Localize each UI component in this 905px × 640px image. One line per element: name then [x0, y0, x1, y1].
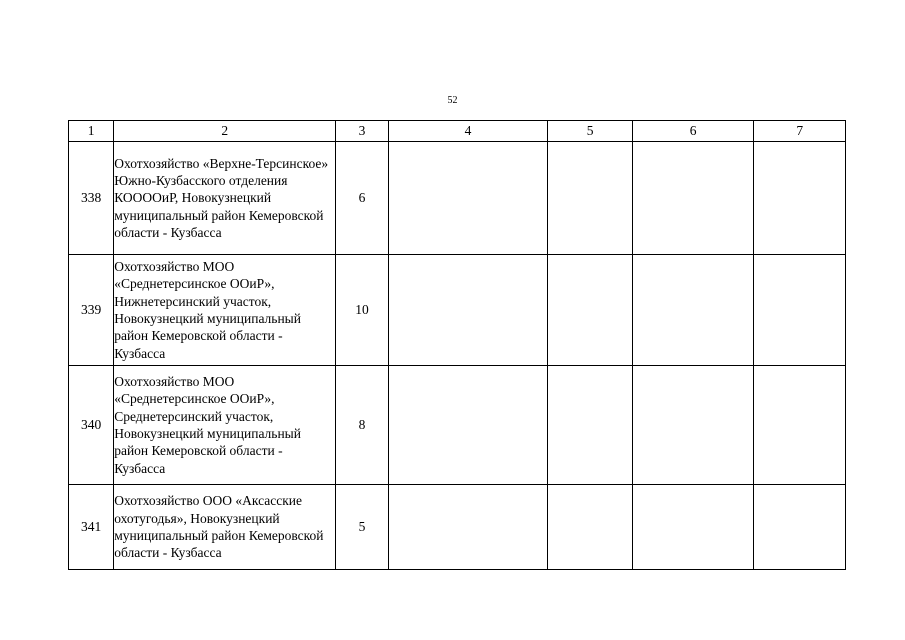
page-number: 52: [447, 95, 458, 106]
header-cell-4: 4: [388, 121, 548, 142]
cell-col-6: [632, 255, 754, 366]
header-cell-7: 7: [754, 121, 846, 142]
hunting-ground-name: Охотхозяйство МОО «Среднетерсинское ООиР», Среднетерсинский участок, Новокузнецкий муниципальный район Кемеровской области - Кузбасса: [114, 366, 336, 485]
table-row: [69, 142, 846, 255]
cell-col-4: [388, 366, 548, 485]
header-cell-5: 5: [548, 121, 632, 142]
row-value: 6: [336, 142, 388, 255]
data-table: [68, 120, 846, 570]
hunting-ground-name: Охотхозяйство «Верхне-Терсинское» Южно-Кузбасского отделения КООООиР, Новокузнецкий муниципальный район Кемеровской области - Кузбасса: [114, 142, 336, 255]
cell-col-6: [632, 142, 754, 255]
table-row: [69, 366, 846, 485]
cell-col-5: [548, 255, 632, 366]
row-number: 339: [69, 255, 114, 366]
table-row: [69, 255, 846, 366]
cell-col-5: [548, 142, 632, 255]
cell-col-4: [388, 255, 548, 366]
row-value: 8: [336, 366, 388, 485]
header-cell-6: 6: [632, 121, 754, 142]
hunting-ground-name: Охотхозяйство МОО «Среднетерсинское ООиР», Нижнетерсинский участок, Новокузнецкий муниципальный район Кемеровской области - Кузбасса: [114, 255, 336, 366]
cell-col-6: [632, 485, 754, 570]
cell-col-5: [548, 366, 632, 485]
row-value: 10: [336, 255, 388, 366]
cell-col-7: [754, 485, 846, 570]
cell-col-4: [388, 142, 548, 255]
row-value: 5: [336, 485, 388, 570]
cell-col-7: [754, 366, 846, 485]
cell-col-5: [548, 485, 632, 570]
cell-col-7: [754, 255, 846, 366]
row-number: 338: [69, 142, 114, 255]
row-number: 341: [69, 485, 114, 570]
row-number: 340: [69, 366, 114, 485]
cell-col-4: [388, 485, 548, 570]
header-cell-2: 2: [114, 121, 336, 142]
table-row: [69, 485, 846, 570]
cell-col-7: [754, 142, 846, 255]
header-cell-1: 1: [69, 121, 114, 142]
hunting-ground-name: Охотхозяйство ООО «Аксасские охотугодья», Новокузнецкий муниципальный район Кемеровской области - Кузбасса: [114, 485, 336, 570]
cell-col-6: [632, 366, 754, 485]
table-header-row: [69, 121, 846, 142]
header-cell-3: 3: [336, 121, 388, 142]
